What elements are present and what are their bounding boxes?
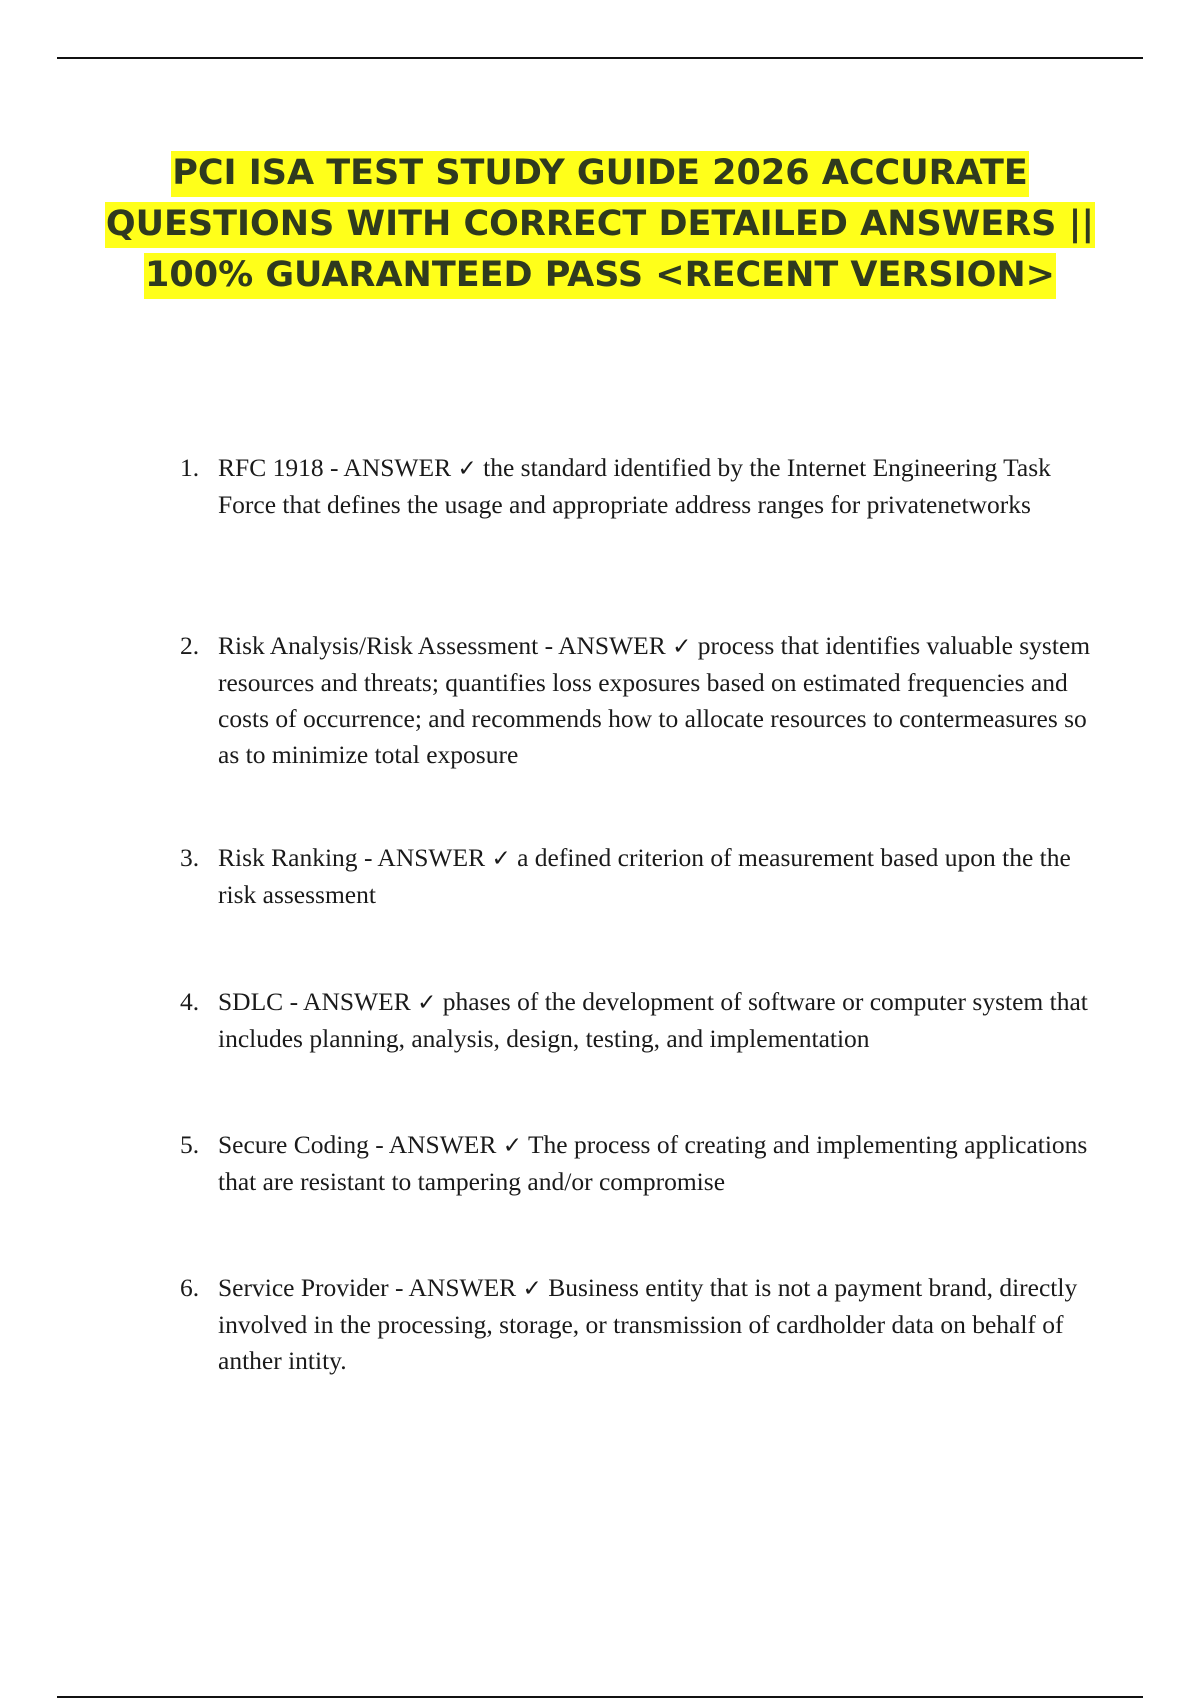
item-number: 1.	[180, 453, 200, 482]
item-definition: the standard identified by the Internet Engineering Task Force that defines the usage and appropriate address ranges for privatenetworks	[218, 453, 1051, 519]
item-term: Risk Ranking	[218, 843, 358, 872]
document-title	[100, 148, 1100, 301]
item-definition: process that identifies valuable system resources and threats; quantifies loss exposures based on estimated frequencies and costs of occurrence; and recommends how to allocate resources to contermeasures so as to minimize total exposure	[218, 631, 1091, 769]
item-term: Service Provider	[218, 1273, 389, 1302]
item-number: 5.	[180, 1130, 200, 1159]
item-body: Service Provider - ANSWER ✓ Business entity that is not a payment brand, directly involved in the processing, storage, or transmission of cardholder data on behalf of anther intity.	[218, 1273, 1078, 1375]
answer-label: ANSWER	[408, 1273, 517, 1302]
item-term: Secure Coding	[218, 1130, 369, 1159]
answer-label: ANSWER	[377, 843, 486, 872]
item-term: Risk Analysis/Risk Assessment	[218, 631, 539, 660]
top-divider	[57, 57, 1143, 59]
item-number: 2.	[180, 631, 200, 660]
item-definition: Business entity that is not a payment brand, directly involved in the processing, storage, or transmission of cardholder data on behalf of anther intity.	[218, 1273, 1078, 1375]
item-body: SDLC - ANSWER ✓ phases of the development of software or computer system that includes planning, analysis, design, testing, and implementation	[218, 987, 1088, 1053]
check-icon: ✓	[522, 1276, 542, 1302]
check-icon: ✓	[457, 456, 477, 482]
check-icon: ✓	[672, 634, 692, 660]
answer-label: ANSWER	[388, 1130, 497, 1159]
answer-label: ANSWER	[558, 631, 666, 660]
item-body: Risk Analysis/Risk Assessment - ANSWER ✓ process that identifies valuable system resources and threats; quantifies loss exposures based on estimated frequencies and costs of occurrence; and recommends how to allocate resources to contermeasures so as to minimize total exposure	[218, 631, 1091, 769]
item-body: RFC 1918 - ANSWER ✓ the standard identified by the Internet Engineering Task Force that defines the usage and appropriate address ranges for privatenetworks	[218, 453, 1051, 519]
item-term: SDLC	[218, 987, 284, 1016]
check-icon: ✓	[502, 1133, 523, 1159]
item-body: Secure Coding - ANSWER ✓ The process of creating and implementing applications that are resistant to tampering and/or compromise	[218, 1130, 1088, 1196]
item-number: 3.	[180, 843, 200, 872]
item-definition: a defined criterion of measurement based upon the the risk assessment	[218, 843, 1071, 909]
title-highlight: PCI ISA TEST STUDY GUIDE 2026 ACCURATE QUESTIONS WITH CORRECT DETAILED ANSWERS || 100% GUARANTEED PASS <RECENT VERSION>	[105, 151, 1095, 299]
answer-label: ANSWER	[303, 987, 411, 1016]
item-body: Risk Ranking - ANSWER ✓ a defined criterion of measurement based upon the the risk assessment	[218, 843, 1071, 909]
check-icon: ✓	[417, 990, 437, 1016]
bottom-divider	[57, 1696, 1143, 1698]
item-number: 4.	[180, 987, 200, 1016]
item-definition: The process of creating and implementing applications that are resistant to tampering and/or compromise	[218, 1130, 1088, 1196]
answer-label: ANSWER	[343, 453, 452, 482]
item-definition: phases of the development of software or computer system that includes planning, analysis, design, testing, and implementation	[218, 987, 1088, 1053]
check-icon: ✓	[491, 846, 511, 872]
item-number: 6.	[180, 1273, 200, 1302]
item-term: RFC 1918	[218, 453, 324, 482]
